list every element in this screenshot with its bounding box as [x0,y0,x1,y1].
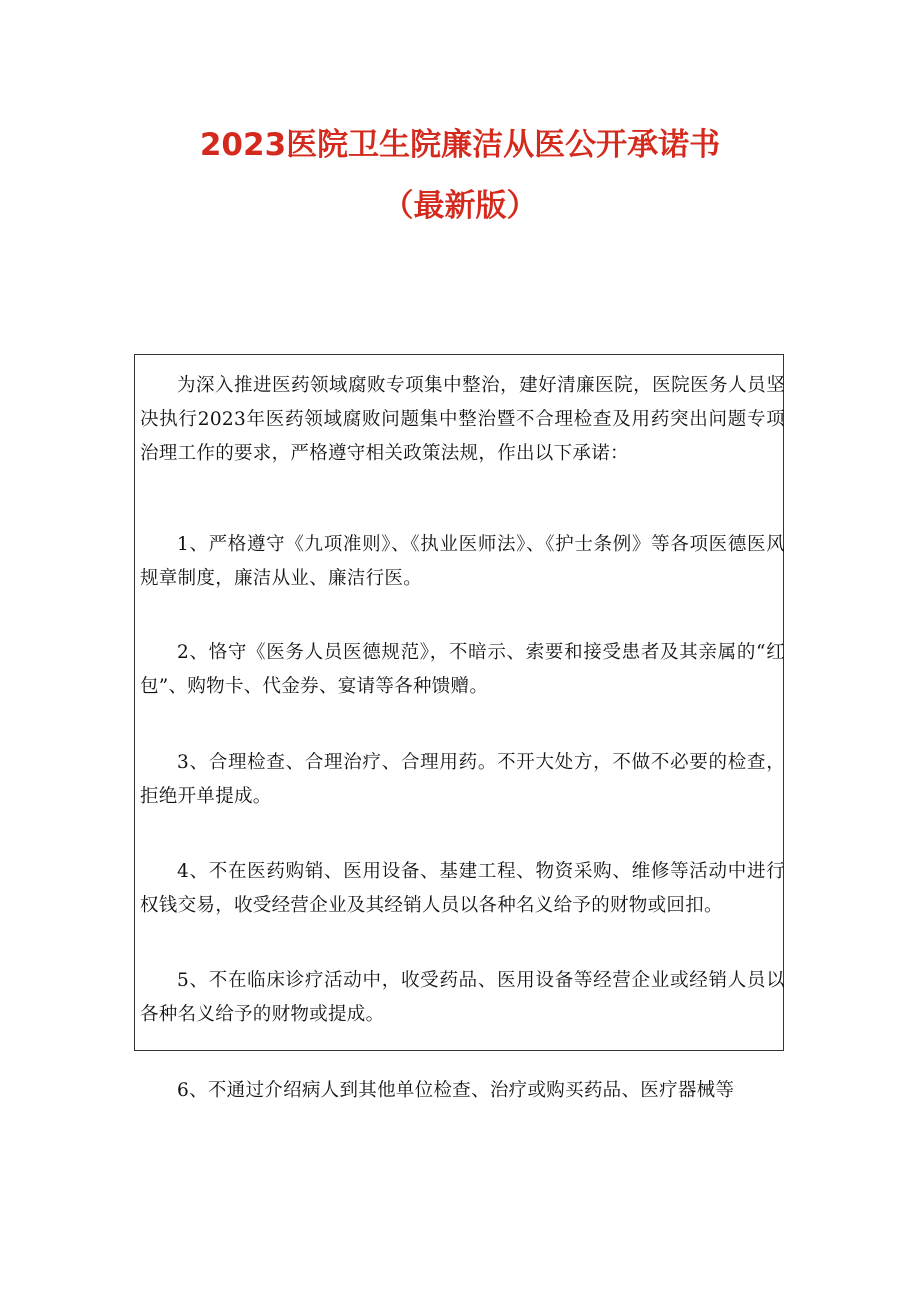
commitment-item-3: 3、合理检查、合理治疗、合理用药。不开大处方，不做不必要的检查，拒绝开单提成。 [140,752,785,807]
commitment-item-4: 4、不在医药购销、医用设备、基建工程、物资采购、维修等活动中进行权钱交易，收受经营企业及其经销人员以各种名义给予的财物或回扣。 [140,861,785,916]
commitment-item-1: 1、严格遵守《九项准则》、《执业医师法》、《护士条例》等各项医德医风规章制度，廉洁从业、廉洁行医。 [140,534,785,589]
intro-paragraph: 为深入推进医药领域腐败专项集中整治，建好清廉医院，医院医务人员坚决执行2023年医药领域腐败问题集中整治暨不合理检查及用药突出问题专项治理工作的要求，严格遵守相关政策法规，作出以下承诺： [140,375,785,464]
commitment-item-6: 6、不通过介绍病人到其他单位检查、治疗或购买药品、医疗器械等 [177,1080,735,1101]
document-title: 2023医院卫生院廉洁从医公开承诺书 [199,127,721,163]
commitment-item-5: 5、不在临床诊疗活动中，收受药品、医用设备等经营企业或经销人员以各种名义给予的财物或提成。 [140,970,785,1025]
document-subtitle: （最新版） [382,188,538,224]
commitment-item-2: 2、恪守《医务人员医德规范》，不暗示、索要和接受患者及其亲属的“红包”、购物卡、代金券、宴请等各种馈赠。 [140,642,785,697]
